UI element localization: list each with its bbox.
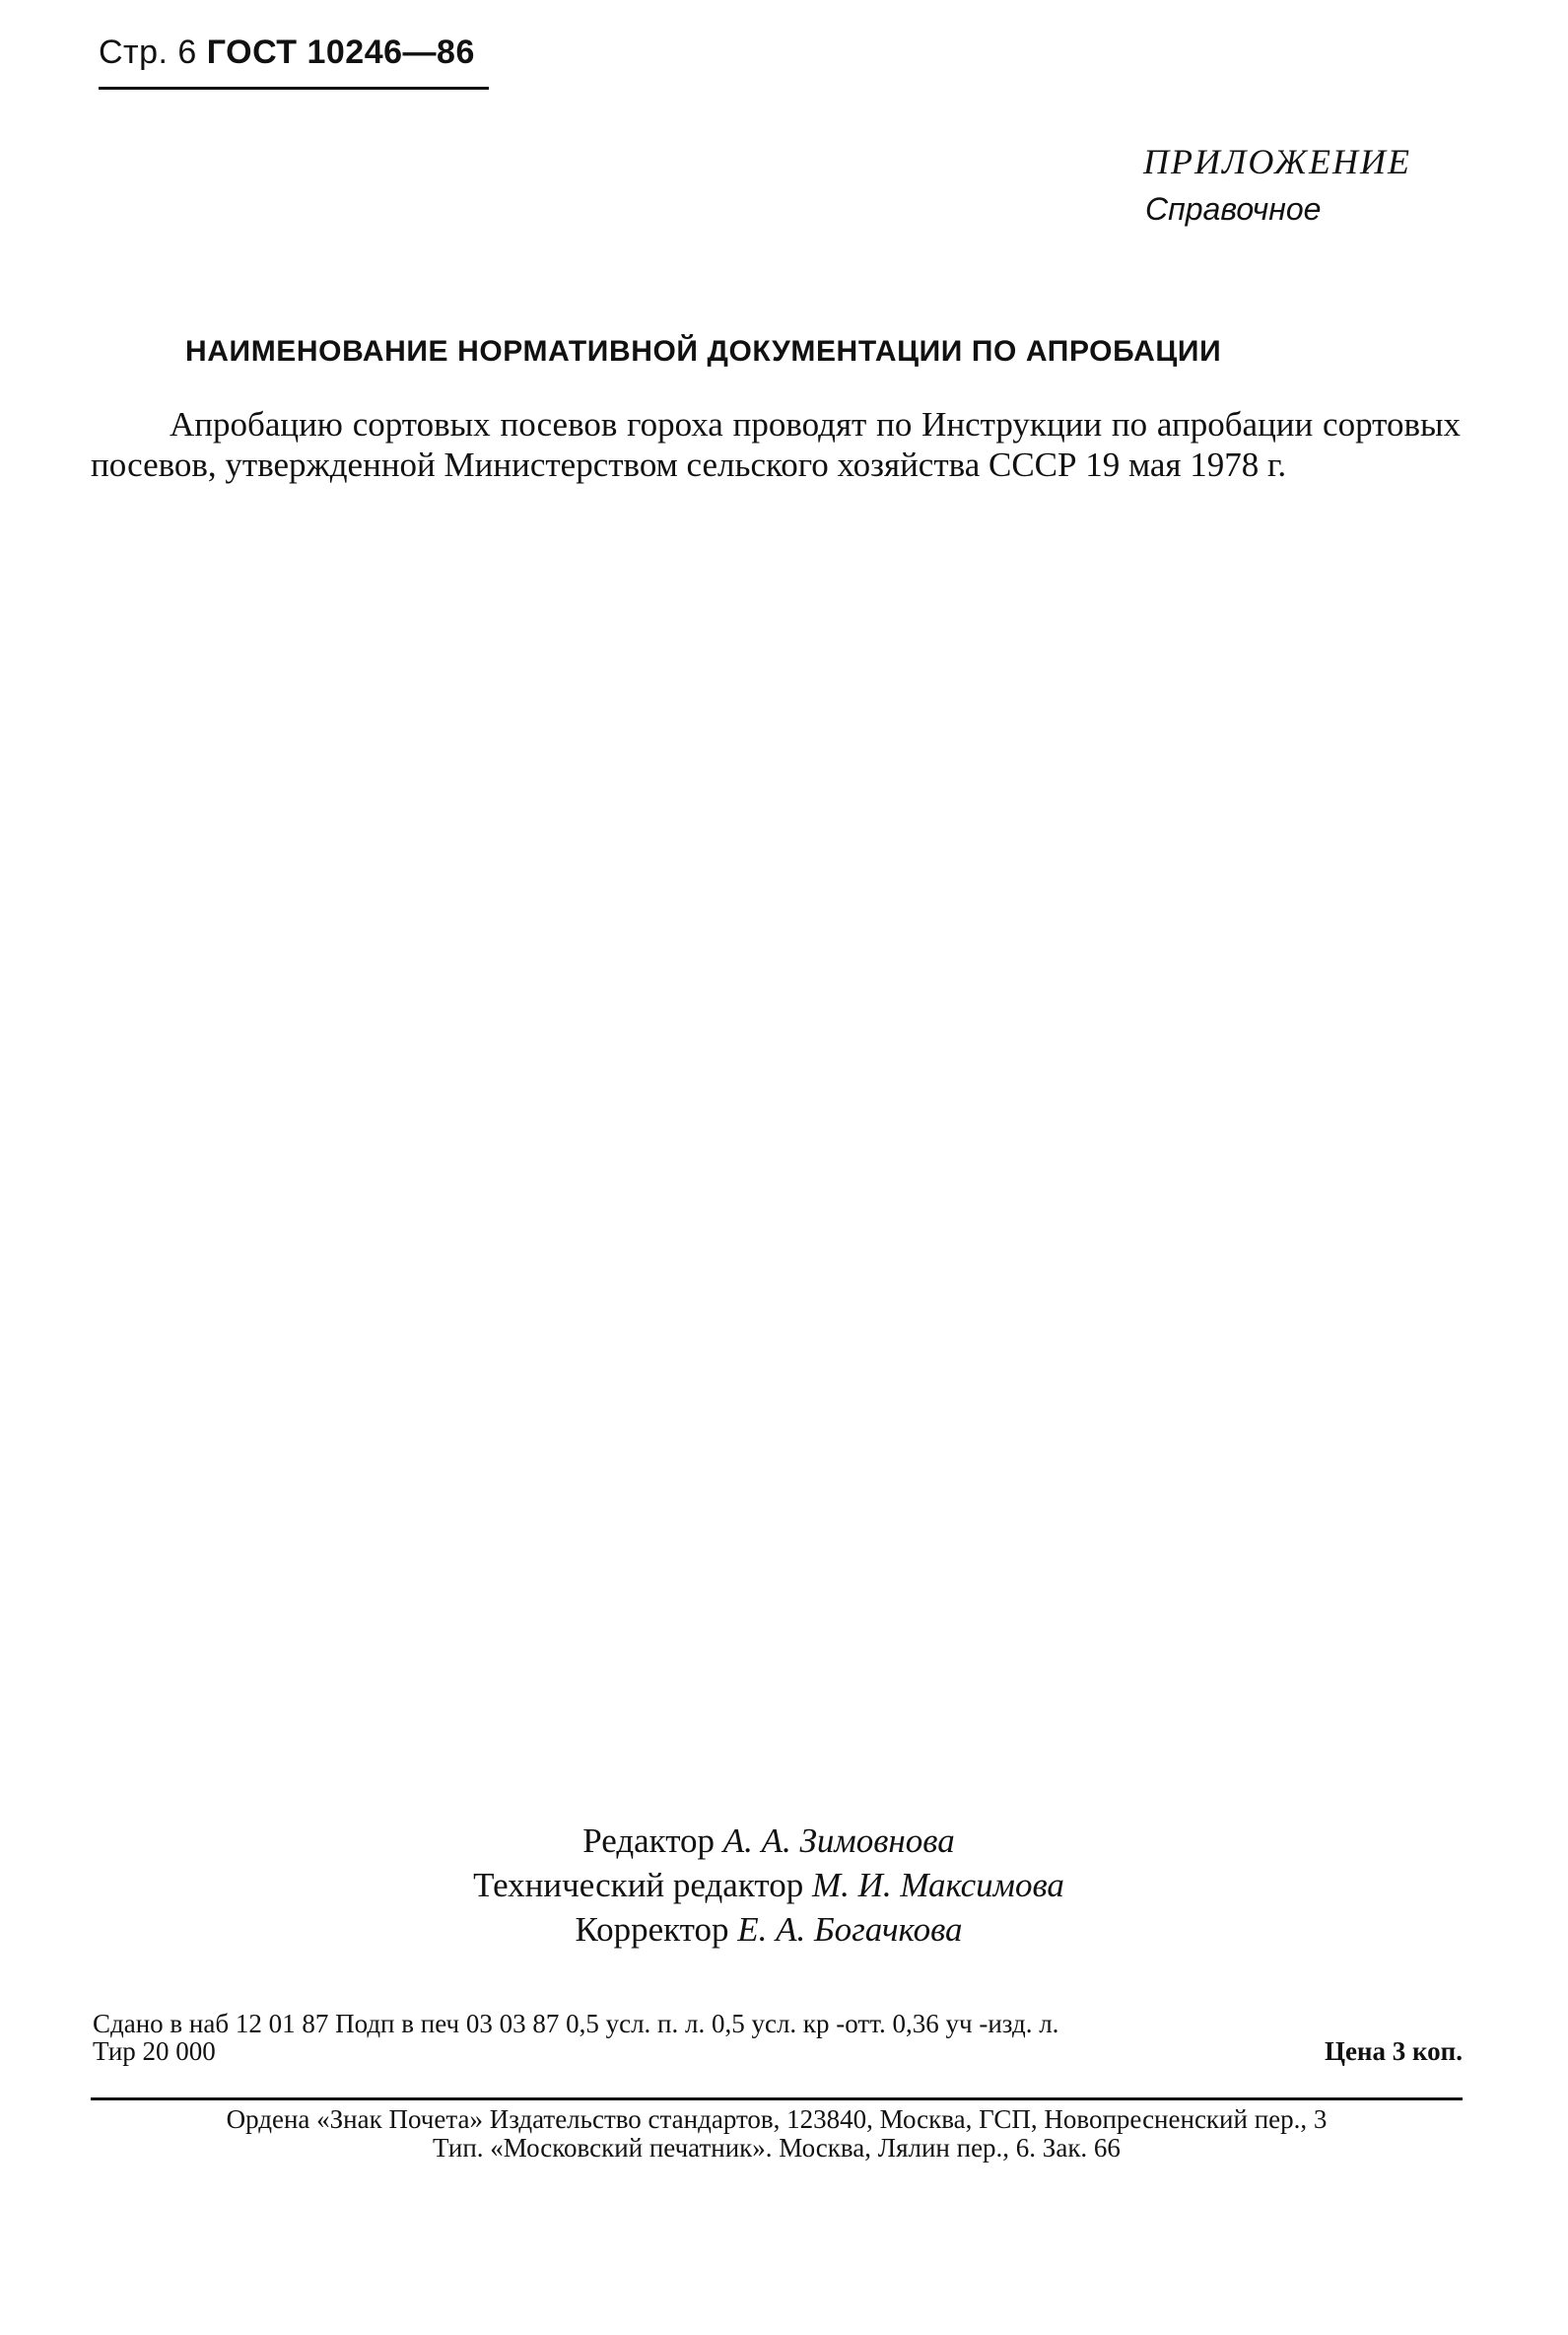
appendix-subtitle: Справочное — [1145, 191, 1322, 227]
imprint-block — [93, 2010, 1463, 2065]
imprint-divider — [91, 2097, 1463, 2100]
printer-line: Тип. «Московский печатник». Москва, Лялин пер., 6. Зак. 66 — [433, 2133, 1121, 2163]
credits-block — [424, 1819, 1114, 1952]
credit-name: М. И. Максимова — [811, 1866, 1064, 1904]
publisher-block — [91, 2105, 1463, 2163]
page-header — [99, 34, 475, 72]
credit-tech-editor — [424, 1863, 1114, 1907]
header-divider — [99, 87, 489, 90]
credit-proofreader — [424, 1907, 1114, 1952]
imprint-circulation: Тир 20 000 — [93, 2036, 216, 2066]
credit-editor — [424, 1819, 1114, 1863]
appendix-block — [1143, 138, 1411, 233]
credit-role: Редактор — [582, 1821, 716, 1860]
imprint-row — [93, 2037, 1463, 2065]
section-title: НАИМЕНОВАНИЕ НОРМАТИВНОЙ ДОКУМЕНТАЦИИ ПО АПРОБАЦИИ — [185, 335, 1222, 368]
credit-role: Корректор — [575, 1910, 729, 1949]
credit-role: Технический редактор — [473, 1866, 804, 1904]
body-paragraph: Апробацию сортовых посевов гороха проводят по Инструкции по апробации сортовых посевов, утвержденной Министерством сельского хозяйства СССР 19 мая 1978 г. — [91, 405, 1461, 484]
imprint-line: Сдано в наб 12 01 87 Подп в печ 03 03 87 0,5 усл. п. л. 0,5 усл. кр -отт. 0,36 уч -изд. л. — [93, 2009, 1059, 2038]
standard-number: ГОСТ 10246—86 — [206, 34, 475, 71]
credit-name: А. А. Зимовнова — [722, 1821, 955, 1860]
publisher-line: Ордена «Знак Почета» Издательство стандартов, 123840, Москва, ГСП, Новопресненский пер., 3 — [226, 2104, 1328, 2134]
appendix-title: ПРИЛОЖЕНИЕ — [1143, 142, 1411, 181]
credit-name: Е. А. Богачкова — [737, 1910, 963, 1949]
page-number: Стр. 6 — [99, 34, 197, 71]
imprint-price: Цена 3 коп. — [1324, 2036, 1463, 2066]
